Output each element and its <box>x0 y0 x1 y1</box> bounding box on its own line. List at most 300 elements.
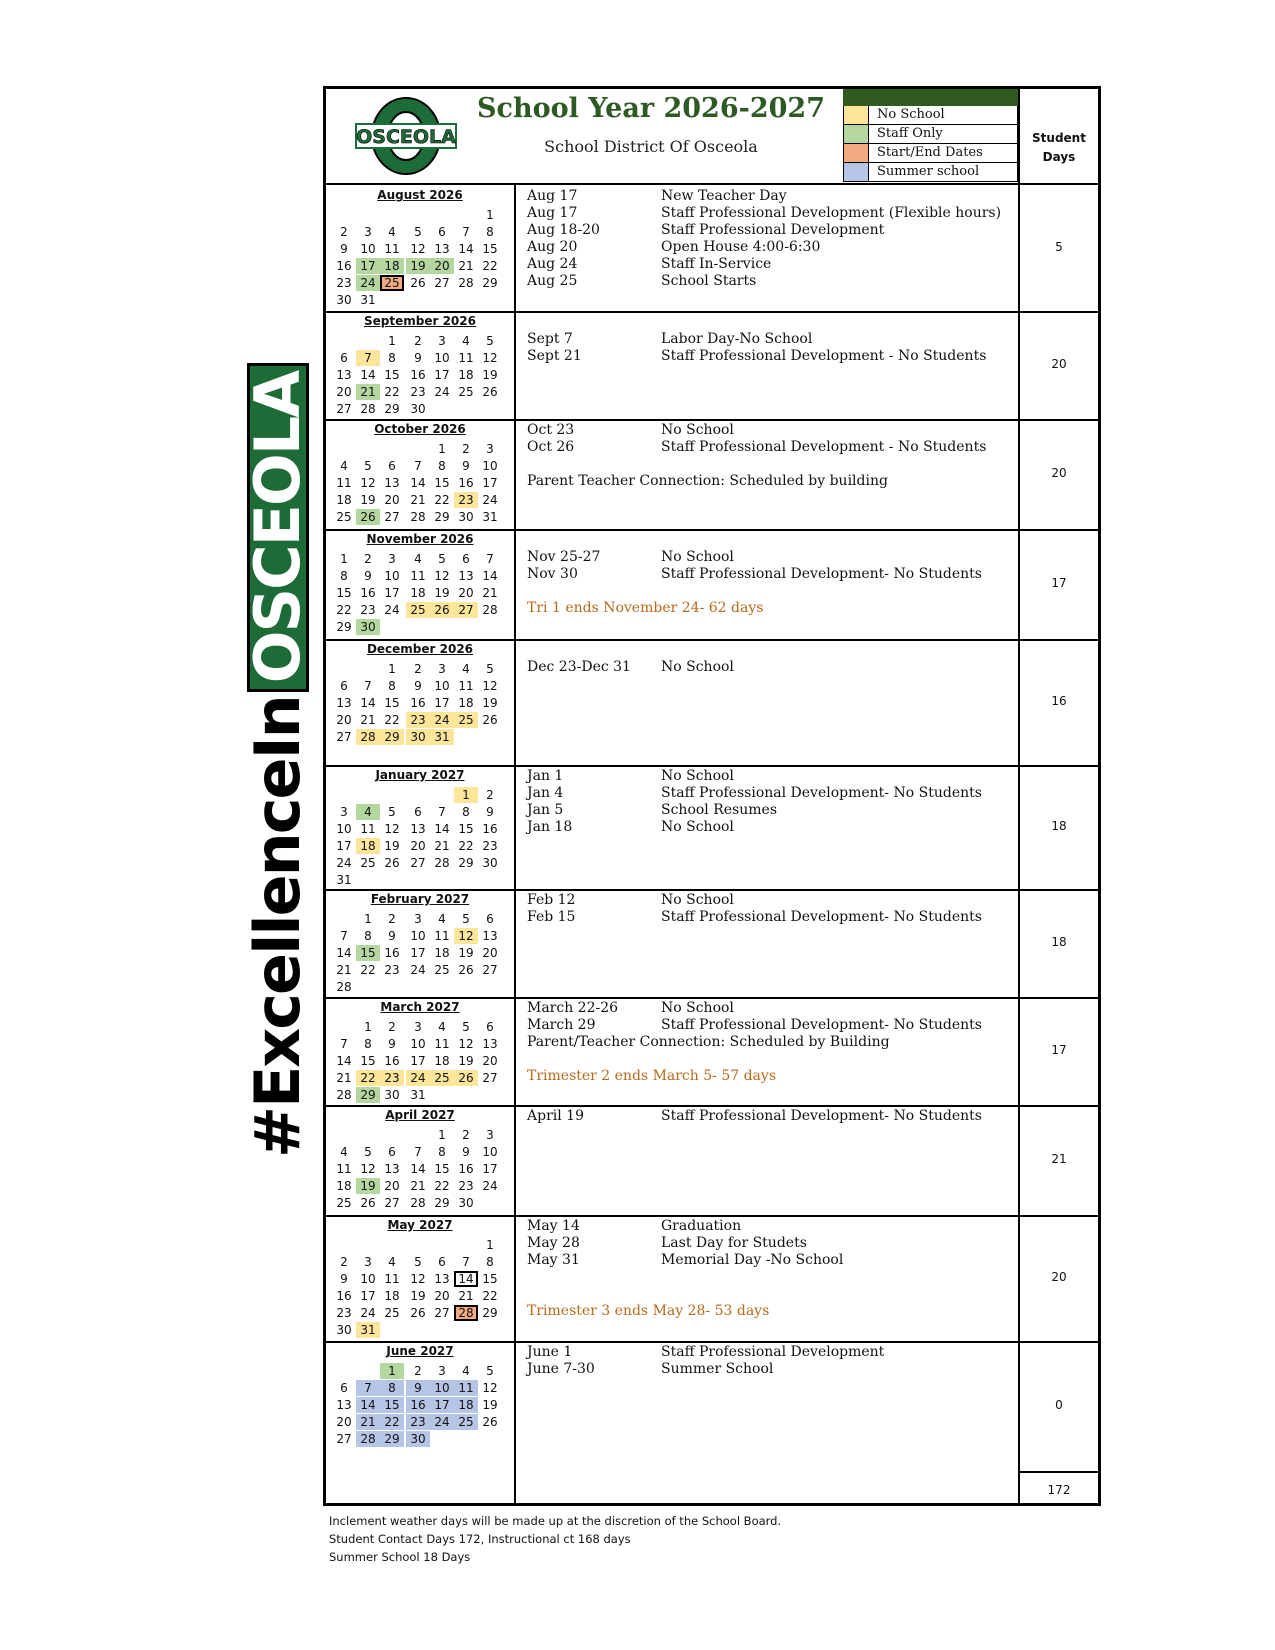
event-description: Staff Professional Development- No Students <box>661 1108 982 1124</box>
legend-swatch <box>844 163 869 181</box>
calendar-day: 11 <box>410 569 426 583</box>
calendar-day: 10 <box>360 242 376 256</box>
event-date: Jan 4 <box>527 785 564 801</box>
event-date: June 7-30 <box>527 1361 595 1377</box>
calendar-day: 29 <box>384 402 400 416</box>
trimester-note <box>527 1068 1007 1085</box>
event-date: Tri 1 ends November 24- 62 days <box>527 600 764 616</box>
calendar-title: School Year 2026-2027 <box>477 93 825 124</box>
calendar-day: 30 <box>336 1323 352 1337</box>
calendar-day: 2 <box>486 788 494 802</box>
district-name: School District Of Osceola <box>544 137 758 156</box>
calendar-day: 10 <box>336 822 352 836</box>
calendar-day: 9 <box>462 1145 470 1159</box>
calendar-day: 6 <box>414 805 422 819</box>
month-events <box>516 529 1018 639</box>
calendar-day: 14 <box>360 696 376 710</box>
event-date: May 28 <box>527 1235 580 1251</box>
calendar-day: 22 <box>482 259 498 273</box>
calendar-day: 26 <box>384 856 400 870</box>
event-description: Summer School <box>661 1361 774 1377</box>
legend-item <box>843 106 1018 125</box>
calendar-day: 28 <box>434 856 450 870</box>
calendar-day: 4 <box>388 1255 396 1269</box>
calendar-day: 13 <box>336 696 352 710</box>
month-calendar <box>326 1105 514 1215</box>
calendar-day: 19 <box>458 1054 474 1068</box>
calendar-day: 26 <box>482 385 498 399</box>
event-date: Trimester 2 ends March 5- 57 days <box>527 1068 776 1084</box>
calendar-day: 23 <box>406 712 430 728</box>
calendar-day: 14 <box>482 569 498 583</box>
calendar-day: 29 <box>434 510 450 524</box>
calendar-day: 28 <box>482 603 498 617</box>
calendar-day: 29 <box>336 620 352 634</box>
calendar-day: 20 <box>336 713 352 727</box>
calendar-day: 18 <box>454 1397 478 1413</box>
calendar-day: 3 <box>438 334 446 348</box>
calendar-day: 28 <box>454 1305 478 1321</box>
legend-label: Start/End Dates <box>877 145 983 160</box>
calendar-day: 26 <box>454 1070 478 1086</box>
calendar-day: 17 <box>434 696 450 710</box>
calendar-day: 2 <box>414 662 422 676</box>
calendar-frame <box>323 86 1101 1506</box>
calendar-day: 17 <box>360 1289 376 1303</box>
calendar-day: 18 <box>380 258 404 274</box>
calendar-day: 5 <box>486 1364 494 1378</box>
event-date: May 31 <box>527 1252 580 1268</box>
legend-header-bar <box>843 89 1018 106</box>
calendar-day: 22 <box>482 1289 498 1303</box>
calendar-day: 20 <box>384 493 400 507</box>
calendar-day: 22 <box>384 713 400 727</box>
footer-note: Inclement weather days will be made up at the discretion of the School Board. <box>329 1514 782 1528</box>
calendar-day: 15 <box>380 1397 404 1413</box>
event-description: Staff Professional Development - No Students <box>661 439 987 455</box>
calendar-day: 29 <box>482 1306 498 1320</box>
calendar-day: 19 <box>458 946 474 960</box>
month-events <box>516 1341 1018 1471</box>
calendar-day: 21 <box>458 259 474 273</box>
month-events <box>516 997 1018 1105</box>
month-student-days: 20 <box>1051 466 1067 480</box>
calendar-day: 23 <box>410 385 426 399</box>
event-date: March 22-26 <box>527 1000 619 1016</box>
slogan-highlight: OSCEOLA <box>247 363 309 692</box>
calendar-day: 23 <box>406 1414 430 1430</box>
calendar-day: 21 <box>458 1289 474 1303</box>
calendar-day: 26 <box>410 1306 426 1320</box>
calendar-day: 22 <box>380 1414 404 1430</box>
footer-note: Summer School 18 Days <box>329 1550 471 1564</box>
calendar-day: 5 <box>388 805 396 819</box>
calendar-day: 3 <box>364 1255 372 1269</box>
event-date: Feb 15 <box>527 909 576 925</box>
calendar-day: 28 <box>336 980 352 994</box>
calendar-day: 11 <box>434 1037 450 1051</box>
calendar-day: 7 <box>340 1037 348 1051</box>
month-title: October 2026 <box>374 422 466 436</box>
calendar-day: 13 <box>482 1037 498 1051</box>
calendar-day: 21 <box>410 493 426 507</box>
calendar-day: 21 <box>482 586 498 600</box>
calendar-day: 21 <box>356 1414 380 1430</box>
calendar-day: 20 <box>336 385 352 399</box>
calendar-day: 3 <box>486 442 494 456</box>
calendar-day: 1 <box>486 1238 494 1252</box>
calendar-day: 7 <box>462 1255 470 1269</box>
calendar-day: 26 <box>356 509 380 525</box>
calendar-day: 13 <box>384 1162 400 1176</box>
month-title: April 2027 <box>385 1108 455 1122</box>
calendar-day: 20 <box>430 258 454 274</box>
event-description: Memorial Day -No School <box>661 1252 844 1268</box>
calendar-day: 9 <box>364 569 372 583</box>
calendar-day: 2 <box>388 1020 396 1034</box>
calendar-day: 6 <box>388 459 396 473</box>
calendar-day: 16 <box>482 822 498 836</box>
calendar-day: 3 <box>414 1020 422 1034</box>
calendar-day: 17 <box>356 258 380 274</box>
calendar-day: 17 <box>384 586 400 600</box>
month-title: May 2027 <box>387 1218 453 1232</box>
calendar-day: 28 <box>356 1431 380 1447</box>
event-description: No School <box>661 1000 734 1016</box>
trimester-note <box>527 600 1007 617</box>
calendar-day: 16 <box>360 586 376 600</box>
calendar-day: 5 <box>486 334 494 348</box>
event-date: Aug 24 <box>527 256 578 272</box>
calendar-day: 15 <box>360 1054 376 1068</box>
calendar-day: 23 <box>454 492 478 508</box>
calendar-day: 17 <box>430 1397 454 1413</box>
calendar-day: 17 <box>482 476 498 490</box>
event-date: Parent/Teacher Connection: Scheduled by Building <box>527 1034 890 1050</box>
calendar-day: 5 <box>364 459 372 473</box>
calendar-day: 13 <box>434 242 450 256</box>
event-line <box>527 473 1007 490</box>
calendar-day: 15 <box>434 1162 450 1176</box>
calendar-day: 30 <box>356 619 380 635</box>
event-description: Staff Professional Development <box>661 222 885 238</box>
calendar-day: 13 <box>458 569 474 583</box>
calendar-day: 29 <box>434 1196 450 1210</box>
calendar-day: 15 <box>458 822 474 836</box>
calendar-day: 24 <box>430 1414 454 1430</box>
calendar-day: 25 <box>430 1070 454 1086</box>
calendar-day: 31 <box>482 510 498 524</box>
calendar-day: 18 <box>458 368 474 382</box>
calendar-day: 27 <box>454 602 478 618</box>
calendar-day: 1 <box>364 912 372 926</box>
calendar-day: 20 <box>384 1179 400 1193</box>
event-date: Dec 23-Dec 31 <box>527 659 631 675</box>
calendar-day: 8 <box>486 225 494 239</box>
month-student-days: 17 <box>1051 576 1067 590</box>
calendar-day: 8 <box>380 1380 404 1396</box>
event-date: Sept 7 <box>527 331 573 347</box>
calendar-day: 4 <box>462 334 470 348</box>
calendar-day: 30 <box>458 1196 474 1210</box>
calendar-day: 22 <box>336 603 352 617</box>
calendar-day: 6 <box>340 679 348 693</box>
side-slogan <box>241 371 314 1158</box>
calendar-day: 27 <box>384 1196 400 1210</box>
calendar-day: 23 <box>380 1070 404 1086</box>
calendar-day: 16 <box>336 259 352 273</box>
calendar-day: 19 <box>356 1178 380 1194</box>
calendar-day: 20 <box>482 1054 498 1068</box>
calendar-day: 29 <box>380 729 404 745</box>
month-events <box>516 1105 1018 1215</box>
calendar-day: 27 <box>336 730 352 744</box>
calendar-day: 2 <box>414 1364 422 1378</box>
calendar-day: 8 <box>388 679 396 693</box>
calendar-day: 2 <box>414 334 422 348</box>
calendar-day: 16 <box>410 368 426 382</box>
calendar-day: 30 <box>384 1088 400 1102</box>
calendar-day: 10 <box>360 1272 376 1286</box>
legend <box>843 89 1018 185</box>
calendar-day: 24 <box>406 1070 430 1086</box>
calendar-day: 6 <box>486 912 494 926</box>
calendar-day: 2 <box>364 552 372 566</box>
calendar-day: 25 <box>458 385 474 399</box>
calendar-day: 25 <box>406 602 430 618</box>
event-description: School Resumes <box>661 802 778 818</box>
calendar-day: 16 <box>410 696 426 710</box>
calendar-day: 10 <box>410 1037 426 1051</box>
calendar-day: 31 <box>336 873 352 887</box>
calendar-day: 20 <box>434 1289 450 1303</box>
event-date: Nov 25-27 <box>527 549 601 565</box>
calendar-day: 1 <box>364 1020 372 1034</box>
event-date: Jan 1 <box>527 768 564 784</box>
calendar-day: 9 <box>486 805 494 819</box>
calendar-day: 18 <box>384 1289 400 1303</box>
month-student-days: 17 <box>1051 1043 1067 1057</box>
calendar-day: 5 <box>462 1020 470 1034</box>
calendar-day: 9 <box>388 1037 396 1051</box>
logo-text: OSCEOLA <box>356 126 456 148</box>
calendar-day: 1 <box>340 552 348 566</box>
calendar-day: 26 <box>482 1415 498 1429</box>
calendar-day: 13 <box>336 368 352 382</box>
calendar-day: 22 <box>384 385 400 399</box>
month-calendar <box>326 997 514 1105</box>
calendar-day: 5 <box>438 552 446 566</box>
calendar-day: 14 <box>360 368 376 382</box>
calendar-day: 9 <box>414 351 422 365</box>
calendar-day: 24 <box>482 493 498 507</box>
calendar-day: 4 <box>340 1145 348 1159</box>
calendar-day: 20 <box>482 946 498 960</box>
calendar-day: 24 <box>356 275 380 291</box>
calendar-day: 31 <box>356 1322 380 1338</box>
calendar-day: 17 <box>434 368 450 382</box>
calendar-day: 12 <box>434 569 450 583</box>
calendar-day: 19 <box>384 839 400 853</box>
calendar-day: 10 <box>430 1380 454 1396</box>
month-student-days: 0 <box>1055 1398 1063 1412</box>
calendar-day: 9 <box>414 679 422 693</box>
calendar-day: 27 <box>482 1071 498 1085</box>
calendar-day: 22 <box>434 1179 450 1193</box>
event-date: Parent Teacher Connection: Scheduled by building <box>527 473 888 489</box>
month-calendar <box>326 419 514 529</box>
calendar-day: 15 <box>482 242 498 256</box>
month-title: March 2027 <box>380 1000 460 1014</box>
calendar-day: 13 <box>434 1272 450 1286</box>
calendar-day: 30 <box>336 293 352 307</box>
calendar-header <box>326 89 1098 185</box>
calendar-day: 11 <box>454 1380 478 1396</box>
month-student-days: 18 <box>1051 935 1067 949</box>
calendar-day: 5 <box>462 912 470 926</box>
calendar-day: 24 <box>336 856 352 870</box>
calendar-day: 19 <box>482 696 498 710</box>
calendar-day: 18 <box>434 1054 450 1068</box>
calendar-day: 27 <box>336 402 352 416</box>
calendar-day: 23 <box>336 276 352 290</box>
month-title: September 2026 <box>364 314 476 328</box>
calendar-day: 2 <box>462 1128 470 1142</box>
calendar-day: 20 <box>458 586 474 600</box>
calendar-day: 18 <box>336 493 352 507</box>
month-calendar <box>326 765 514 889</box>
event-description: Staff Professional Development - No Students <box>661 348 987 364</box>
calendar-day: 24 <box>430 712 454 728</box>
calendar-day: 24 <box>384 603 400 617</box>
calendar-day: 31 <box>430 729 454 745</box>
calendar-day: 6 <box>462 552 470 566</box>
calendar-day: 17 <box>482 1162 498 1176</box>
calendar-day: 18 <box>434 946 450 960</box>
calendar-day: 13 <box>384 476 400 490</box>
calendar-day: 25 <box>336 510 352 524</box>
calendar-day: 5 <box>486 662 494 676</box>
calendar-day: 12 <box>482 351 498 365</box>
calendar-day: 5 <box>414 225 422 239</box>
event-description: Open House 4:00-6:30 <box>661 239 821 255</box>
calendar-day: 23 <box>384 963 400 977</box>
legend-label: No School <box>877 107 945 122</box>
calendar-day: 22 <box>458 839 474 853</box>
month-student-days: 5 <box>1055 240 1063 254</box>
calendar-day: 21 <box>360 713 376 727</box>
calendar-day: 18 <box>356 838 380 854</box>
calendar-day: 30 <box>458 510 474 524</box>
month-events <box>516 419 1018 529</box>
event-date: Feb 12 <box>527 892 576 908</box>
trimester-note <box>527 1303 1007 1320</box>
legend-swatch <box>844 106 869 124</box>
calendar-day: 4 <box>388 225 396 239</box>
month-events <box>516 765 1018 889</box>
month-title: December 2026 <box>366 642 474 656</box>
calendar-day: 14 <box>410 1162 426 1176</box>
event-date: Aug 20 <box>527 239 578 255</box>
calendar-day: 22 <box>360 963 376 977</box>
month-title: June 2027 <box>386 1344 454 1358</box>
calendar-day: 14 <box>410 476 426 490</box>
calendar-day: 12 <box>410 242 426 256</box>
calendar-day: 2 <box>388 912 396 926</box>
calendar-day: 1 <box>438 442 446 456</box>
month-calendar <box>326 1215 514 1341</box>
calendar-day: 10 <box>434 351 450 365</box>
calendar-day: 12 <box>454 928 478 944</box>
calendar-day: 2 <box>340 1255 348 1269</box>
event-description: New Teacher Day <box>661 188 787 204</box>
event-date: Oct 23 <box>527 422 575 438</box>
calendar-day: 3 <box>438 1364 446 1378</box>
event-date: March 29 <box>527 1017 596 1033</box>
calendar-day: 5 <box>364 1145 372 1159</box>
calendar-day: 12 <box>384 822 400 836</box>
event-date: Oct 26 <box>527 439 575 455</box>
calendar-day: 4 <box>462 1364 470 1378</box>
calendar-day: 22 <box>434 493 450 507</box>
month-calendar <box>326 529 514 639</box>
calendar-day: 16 <box>458 476 474 490</box>
calendar-day: 7 <box>414 1145 422 1159</box>
event-date: Nov 30 <box>527 566 578 582</box>
calendar-day: 23 <box>458 1179 474 1193</box>
calendar-day: 16 <box>458 1162 474 1176</box>
calendar-day: 27 <box>410 856 426 870</box>
calendar-day: 1 <box>438 1128 446 1142</box>
calendar-day: 11 <box>336 476 352 490</box>
event-date: Aug 18-20 <box>527 222 600 238</box>
calendar-day: 8 <box>340 569 348 583</box>
calendar-day: 8 <box>364 1037 372 1051</box>
month-title: February 2027 <box>370 892 470 906</box>
calendar-day: 16 <box>384 1054 400 1068</box>
month-title: November 2026 <box>366 532 474 546</box>
calendar-day: 6 <box>388 1145 396 1159</box>
calendar-day: 7 <box>356 350 380 366</box>
event-description: Labor Day-No School <box>661 331 813 347</box>
calendar-day: 3 <box>486 1128 494 1142</box>
legend-swatch <box>844 144 869 162</box>
legend-item <box>843 144 1018 163</box>
calendar-day: 24 <box>410 963 426 977</box>
month-student-days: 21 <box>1051 1152 1067 1166</box>
footer-notes <box>329 1512 781 1566</box>
calendar-day: 23 <box>336 1306 352 1320</box>
calendar-day: 27 <box>434 1306 450 1320</box>
event-description: Staff Professional Development (Flexible hours) <box>661 205 1002 221</box>
calendar-day: 20 <box>410 839 426 853</box>
calendar-day: 28 <box>356 729 380 745</box>
calendar-day: 27 <box>384 510 400 524</box>
calendar-day: 16 <box>384 946 400 960</box>
calendar-day: 12 <box>482 679 498 693</box>
calendar-day: 30 <box>410 402 426 416</box>
calendar-day: 26 <box>410 276 426 290</box>
calendar-day: 14 <box>356 1397 380 1413</box>
month-events <box>516 311 1018 419</box>
calendar-day: 25 <box>454 1414 478 1430</box>
calendar-day: 25 <box>380 275 404 291</box>
calendar-day: 19 <box>434 586 450 600</box>
calendar-day: 24 <box>434 385 450 399</box>
calendar-day: 19 <box>410 1289 426 1303</box>
calendar-day: 10 <box>410 929 426 943</box>
calendar-day: 12 <box>410 1272 426 1286</box>
